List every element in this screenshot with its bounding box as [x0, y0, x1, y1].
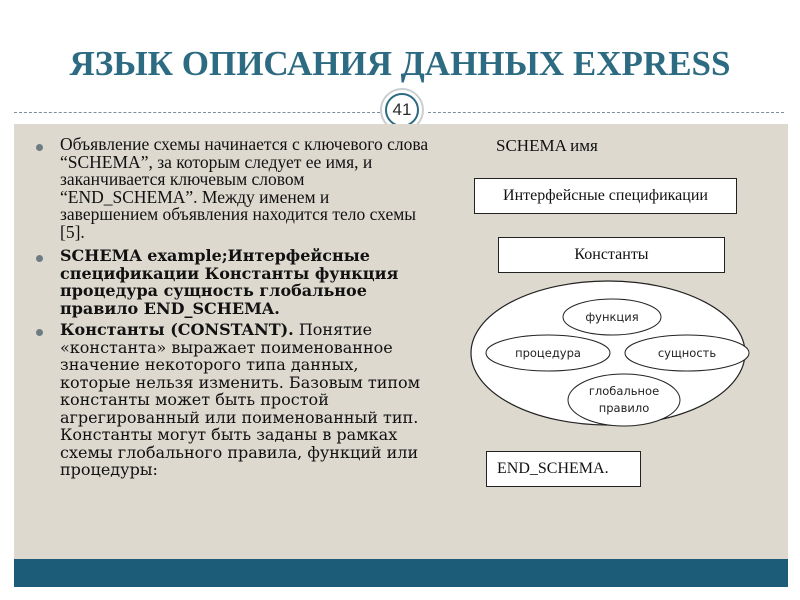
bullet-dot-icon — [36, 144, 43, 151]
bullet-text: Объявление схемы начинается с ключевого слова “SCHEMA”, за которым следует ее имя, и заканчивается ключевым словом “END_SCHEMA”. Между именем и завершением объявления находится тело схемы [5]. — [60, 134, 429, 242]
constants-box: Константы — [498, 237, 725, 273]
end-schema-box: END_SCHEMA. — [486, 451, 641, 487]
global-rule-ellipse — [568, 374, 680, 426]
content-panel — [14, 124, 788, 559]
bullet-bold-term: Константы (CONSTANT). — [60, 320, 294, 339]
bullet-dot-icon — [36, 255, 43, 262]
schema-label: SCHEMA имя — [496, 136, 598, 155]
bullet-item — [36, 136, 431, 241]
title-divider-right — [428, 112, 784, 113]
title-divider-left — [14, 112, 380, 113]
schema-body-diagram — [470, 280, 760, 444]
entity-label: сущность — [657, 346, 717, 360]
text-column — [36, 136, 431, 479]
function-label: функция — [585, 310, 639, 324]
bullet-item — [36, 247, 431, 317]
bullet-item — [36, 321, 431, 479]
bullet-text: Понятие «константа» выражает поименованное значение некоторого типа данных, которые нельзя изменить. Базовым типом константы может быть простой агрегированный или поименованный тип. Константы могут быть заданы в рамках схемы глобального правила, функций или процедуры: — [60, 320, 421, 479]
procedure-label: процедура — [515, 346, 581, 360]
bullet-dot-icon — [36, 329, 43, 336]
interface-spec-box: Интерфейсные спецификации — [474, 178, 737, 214]
global-rule-label-line2: правило — [598, 401, 650, 415]
slide-title: ЯЗЫК ОПИСАНИЯ ДАННЫХ EXPRESS — [69, 44, 731, 83]
slide-number: 41 — [385, 93, 419, 127]
bullet-text: SCHEMA example;Интерфейсные спецификации Константы функция процедура сущность глобальное правило END_SCHEMA. — [60, 246, 399, 318]
footer-bar — [14, 559, 788, 587]
global-rule-label-line1: глобальное — [588, 384, 660, 398]
